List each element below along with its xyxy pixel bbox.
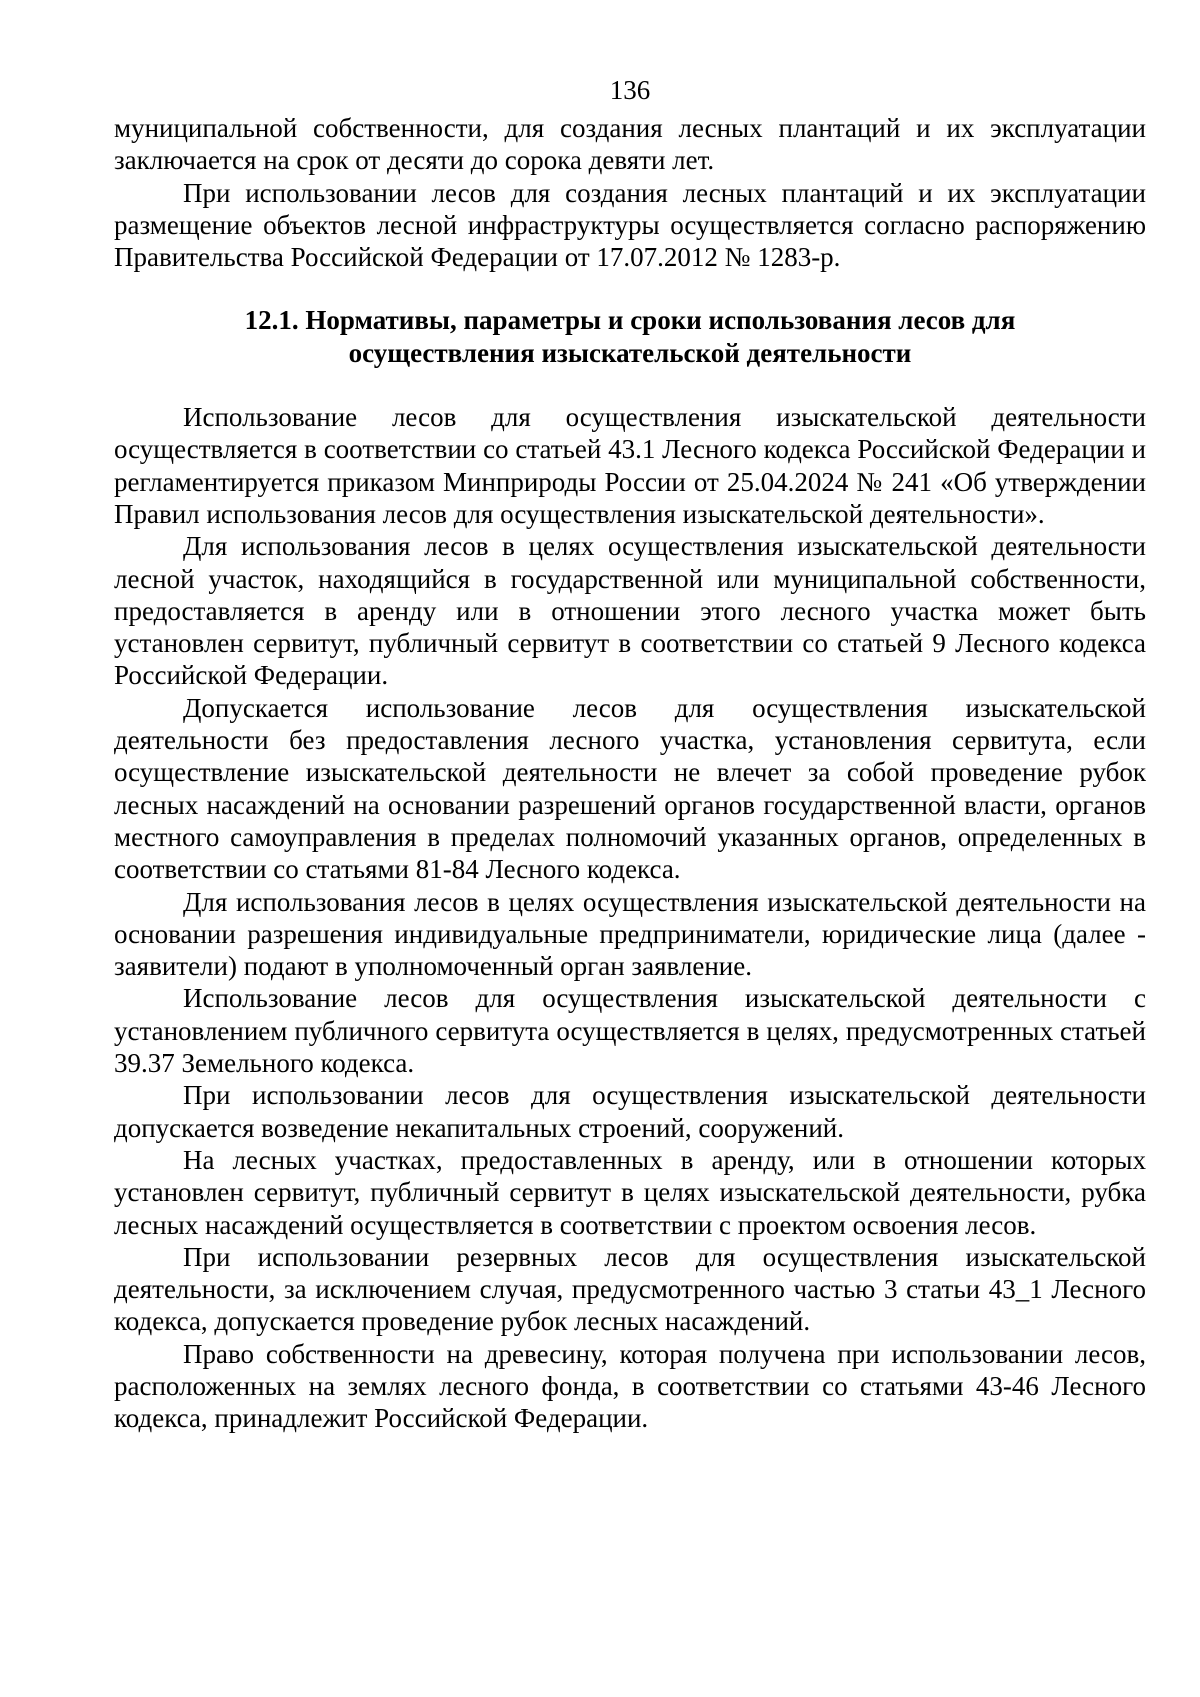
paragraph: Право собственности на древесину, которая получена при использовании лесов, расположенных на землях лесного фонда, в соответствии со статьями 43-46 Лесного кодекса, принадлежит Российской Федерации. bbox=[114, 1338, 1146, 1434]
paragraph: Допускается использование лесов для осуществления изыскательской деятельности без предоставления лесного участка, установления сервитута, если осуществление изыскательской деятельности не влечет за собой проведение рубок лесных насаждений на основании разрешений органов государственной власти, органов местного самоуправления в пределах полномочий указанных органов, определенных в соответствии со статьями 81-84 Лесного кодекса. bbox=[114, 692, 1146, 885]
paragraph: Для использования лесов в целях осуществления изыскательской деятельности на основании разрешения индивидуальные предприниматели, юридические лица (далее - заявители) подают в уполномоченный орган заявление. bbox=[114, 886, 1146, 982]
paragraph: При использовании лесов для создания лесных плантаций и их эксплуатации размещение объектов лесной инфраструктуры осуществляется согласно распоряжению Правительства Российской Федерации от 17.07.2012 № 1283-р. bbox=[114, 177, 1146, 273]
paragraph: На лесных участках, предоставленных в аренду, или в отношении которых установлен сервитут, публичный сервитут в целях изыскательской деятельности, рубка лесных насаждений осуществляется в соответствии с проектом освоения лесов. bbox=[114, 1144, 1146, 1240]
paragraph-continuation: муниципальной собственности, для создания лесных плантаций и их эксплуатации заключается на срок от десяти до сорока девяти лет. bbox=[114, 113, 1146, 176]
paragraph: При использовании резервных лесов для осуществления изыскательской деятельности, за исключением случая, предусмотренного частью 3 статьи 43_1 Лесного кодекса, допускается проведение рубок лесных насаждений. bbox=[114, 1241, 1146, 1337]
section-heading-line: 12.1. Нормативы, параметры и сроки использования лесов для bbox=[244, 305, 1016, 336]
paragraph: Использование лесов для осуществления изыскательской деятельности осуществляется в соответствии со статьей 43.1 Лесного кодекса Российской Федерации и регламентируется приказом Минприроды России от 25.04.2024 № 241 «Об утверждении Правил использования лесов для осуществления изыскательской деятельности». bbox=[114, 402, 1146, 529]
paragraph: Для использования лесов в целях осуществления изыскательской деятельности лесной участок, находящийся в государственной или муниципальной собственности, предоставляется в аренду или в отношении этого лесного участка может быть установлен сервитут, публичный сервитут в соответствии со статьей 9 Лесного кодекса Российской Федерации. bbox=[114, 531, 1146, 691]
document-page bbox=[114, 70, 1146, 1435]
page-number: 136 bbox=[609, 75, 651, 105]
section-heading bbox=[114, 304, 1146, 369]
paragraph: Использование лесов для осуществления изыскательской деятельности с установлением публичного сервитута осуществляется в целях, предусмотренных статьей 39.37 Земельного кодекса. bbox=[114, 983, 1146, 1079]
section-heading-line: осуществления изыскательской деятельности bbox=[348, 337, 912, 368]
paragraph: При использовании лесов для осуществления изыскательской деятельности допускается возведение некапитальных строений, сооружений. bbox=[114, 1080, 1146, 1143]
